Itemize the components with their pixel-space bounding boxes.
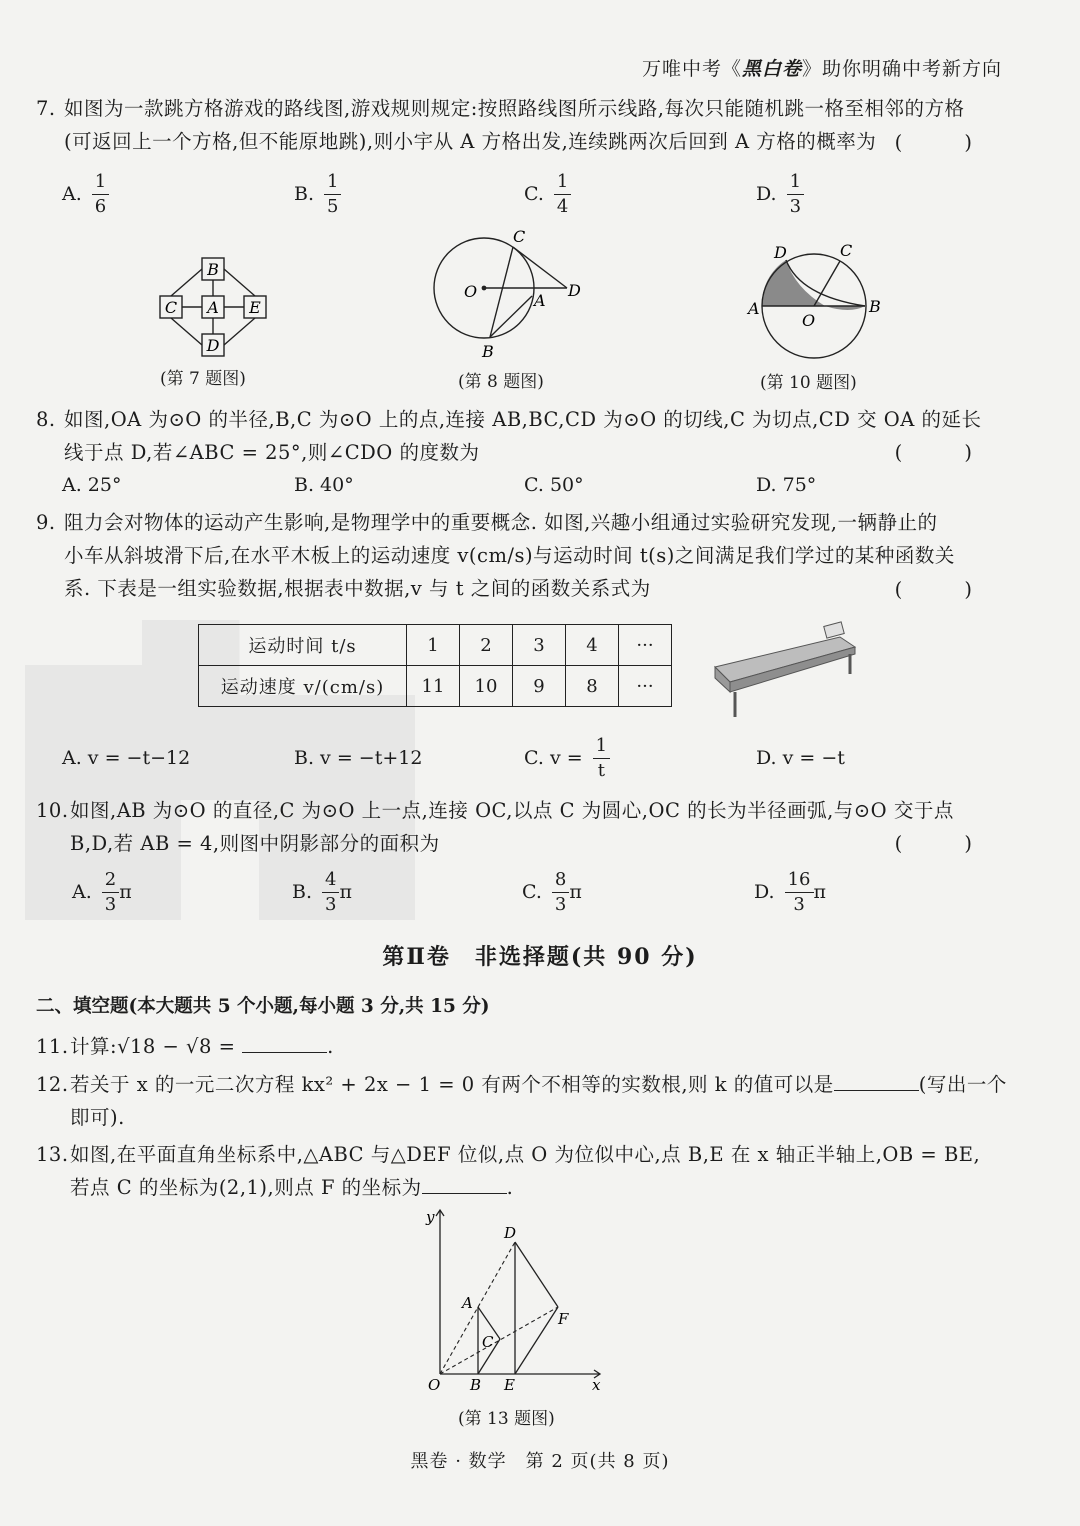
table-cell: 10 (460, 666, 513, 707)
fig13-label-a: A (462, 1294, 473, 1312)
caption-fig10: (第 10 题图) (760, 373, 857, 393)
question-8: 8. 如图,OA 为⊙O 的半径,B,C 为⊙O 上的点,连接 AB,BC,CD 为⊙O 的切线,C 为切点,CD 交 OA 的延长 线于点 D,若∠ABC = 25°,则∠CDO 的度数为 (36, 408, 982, 464)
table-cell: 3 (513, 625, 566, 666)
page-header: 万唯中考《黑白卷》助你明确中考新方向 (641, 58, 1002, 80)
answer-bracket-8[interactable]: ( ) (894, 441, 1000, 464)
fig13-label-o: O (428, 1376, 441, 1394)
fig8-label-a: A (534, 291, 546, 310)
option-8-b[interactable]: B. 40° (294, 474, 354, 496)
table-header-time: 运动时间 t/s (199, 625, 407, 666)
figure-8-circle (420, 226, 590, 366)
page-footer: 黑卷 · 数学 第 2 页(共 8 页) (410, 1451, 670, 1472)
question-9: 9. 阻力会对物体的运动产生影响,是物理学中的重要概念. 如图,兴趣小组通过实验研究发现,一辆静止的 小车从斜坡滑下后,在水平木板上的运动速度 v(cm/s)与运动时间 t(s)之间满足我们学过的某种函数关 系. 下表是一组实验数据,根据表中数据,v 与 t 之间的函数关系式为 (36, 511, 955, 600)
options-9 (62, 728, 1012, 788)
table-cell: 4 (566, 625, 619, 666)
answer-blank-12[interactable] (834, 1070, 919, 1091)
option-10-c[interactable]: C. $\frac{8}{3}$ π (522, 868, 582, 915)
fig7-label-d: D (206, 336, 220, 355)
table-cell: 11 (407, 666, 460, 707)
table-cell: 8 (566, 666, 619, 707)
fig8-label-c: C (513, 227, 526, 246)
question-13: 13.如图,在平面直角坐标系中,△ABC 与△DEF 位似,点 O 为位似中心,点 B,E 在 x 轴正半轴上,OB = BE, 若点 C 的坐标为(2,1),则点 F 的坐标为 . (36, 1143, 981, 1199)
fig13-label-b: B (470, 1376, 482, 1394)
option-9-b[interactable]: B. v = −t+12 (294, 747, 423, 769)
option-8-c[interactable]: C. 50° (524, 474, 584, 496)
option-7-c[interactable]: C. $\frac{1}{4}$ (524, 164, 571, 224)
fig10-label-d: D (774, 243, 787, 262)
figure-7-grid (150, 252, 280, 357)
option-10-b[interactable]: B. $\frac{4}{3}$ π (292, 868, 352, 915)
option-8-a[interactable]: A. 25° (62, 474, 122, 496)
fig13-label-d: D (504, 1224, 517, 1242)
option-7-b[interactable]: B. $\frac{1}{5}$ (294, 164, 341, 224)
fig8-label-o: O (464, 282, 478, 301)
fig7-label-c: C (164, 298, 178, 317)
answer-bracket-9[interactable]: ( ) (894, 578, 1000, 601)
data-table (198, 624, 672, 707)
answer-bracket-7[interactable]: ( ) (894, 131, 1000, 154)
table-row-speed (199, 666, 672, 707)
option-9-d[interactable]: D. v = −t (756, 747, 845, 769)
options-7 (62, 164, 1012, 224)
caption-fig8: (第 8 题图) (458, 372, 544, 392)
answer-blank-13[interactable] (422, 1173, 507, 1194)
options-10 (62, 862, 1012, 922)
option-10-a[interactable]: A. $\frac{2}{3}$ π (72, 868, 132, 915)
subsection-title: 二、填空题(本大题共 5 个小题,每小题 3 分,共 15 分) (36, 996, 490, 1017)
table-header-speed: 运动速度 v/(cm/s) (199, 666, 407, 707)
fig10-label-c: C (840, 241, 853, 260)
table-cell: 2 (460, 625, 513, 666)
section-title: 第Ⅱ卷 非选择题(共 90 分) (382, 944, 698, 970)
option-10-d[interactable]: D. $\frac{16}{3}$ π (754, 868, 827, 915)
fig7-label-a: A (207, 298, 219, 317)
option-9-a[interactable]: A. v = −t−12 (62, 747, 191, 769)
options-8 (62, 470, 1012, 500)
fig10-label-a: A (748, 299, 760, 318)
fig13-label-x: x (592, 1376, 601, 1394)
fig13-label-y: y (426, 1208, 435, 1226)
fig7-label-b: B (207, 260, 219, 279)
fig13-label-c: C (482, 1333, 494, 1351)
question-10: 10.如图,AB 为⊙O 的直径,C 为⊙O 上一点,连接 OC,以点 C 为圆心,OC 的长为半径画弧,与⊙O 交于点 B,D,若 AB = 4,则图中阴影部分的面积为 (36, 799, 954, 855)
fig13-label-f: F (558, 1310, 569, 1328)
table-cell: ··· (619, 666, 672, 707)
figure-13-coordinate (420, 1202, 620, 1402)
caption-fig13: (第 13 题图) (458, 1409, 555, 1429)
question-11: 11.计算:√18 − √8 = . (36, 1030, 334, 1063)
fig13-label-e: E (504, 1376, 515, 1394)
brand-name: 黑白卷 (741, 58, 802, 80)
answer-blank-11[interactable] (242, 1032, 327, 1053)
option-8-d[interactable]: D. 75° (756, 474, 817, 496)
question-12: 12.若关于 x 的一元二次方程 kx² + 2x − 1 = 0 有两个不相等的实数根,则 k 的值可以是 (写出一个 即可). (36, 1068, 1007, 1134)
fig7-label-e: E (249, 298, 261, 317)
option-7-a[interactable]: A. $\frac{1}{6}$ (62, 164, 109, 224)
fig8-label-d: D (568, 281, 581, 300)
table-cell: ··· (619, 625, 672, 666)
fig10-label-o: O (802, 311, 816, 330)
option-9-c[interactable]: C. v = $\frac{1}{t}$ (524, 728, 610, 788)
question-7: 7. 如图为一款跳方格游戏的路线图,游戏规则规定:按照路线图所示线路,每次只能随机跳一格至相邻的方格 (可返回上一个方格,但不能原地跳),则小宇从 A 方格出发,连续跳两次后回到 A 方格的概率为 (36, 97, 965, 153)
ramp-cart-image (705, 612, 865, 722)
table-cell: 9 (513, 666, 566, 707)
fig8-label-b: B (482, 342, 494, 361)
caption-fig7: (第 7 题图) (160, 369, 246, 389)
fig10-label-b: B (869, 297, 881, 316)
table-row-time (199, 625, 672, 666)
answer-bracket-10[interactable]: ( ) (894, 832, 1000, 855)
figure-10-circle (740, 236, 890, 371)
option-7-d[interactable]: D. $\frac{1}{3}$ (756, 164, 804, 224)
table-cell: 1 (407, 625, 460, 666)
